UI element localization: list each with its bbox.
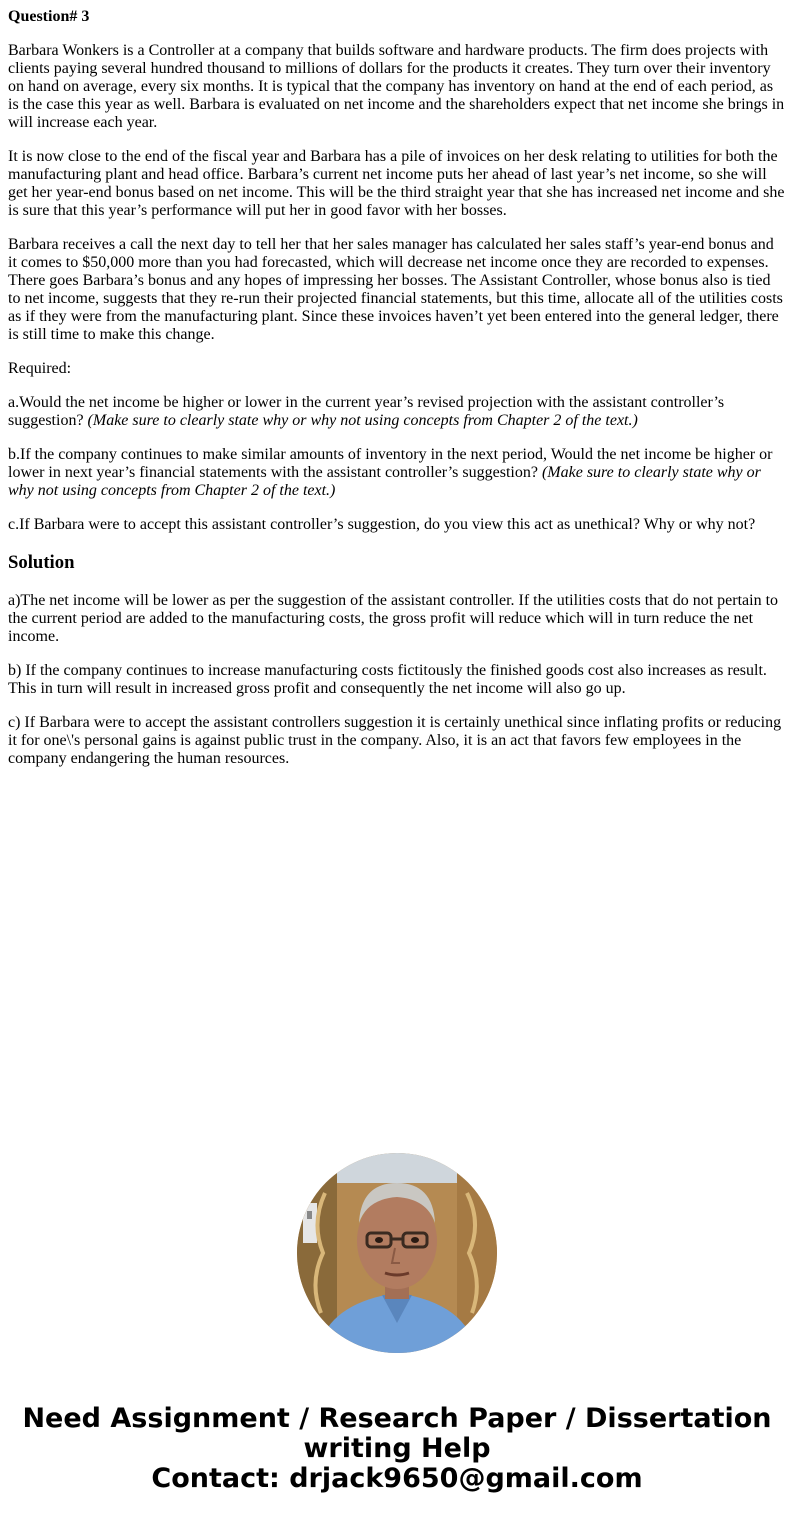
promo-line-1: Need Assignment / Research Paper / Dissertation: [22, 1403, 772, 1434]
part-a-text: a.Would the net income be higher or lower in the current year’s revised projection with the assistant controller’s suggestion?: [8, 394, 725, 429]
question-paragraph-1: Barbara Wonkers is a Controller at a company that builds software and hardware products. The firm does projects with clients paying several hundred thousand to millions of dollars for the products it creates. They turn over their inventory on hand on average, every six months. It is typical that the company has inventory on hand at the end of each period, as is the case this year as well. Barbara is evaluated on net income and the shareholders expect that net income she brings in will increase each year.: [8, 42, 785, 131]
question-part-c: c.If Barbara were to accept this assistant controller’s suggestion, do you view this act as unethical? Why or why not?: [8, 516, 756, 533]
answer-c: c) If Barbara were to accept the assistant controllers suggestion it is certainly unethical since inflating profits or reducing it for one\'s personal gains is against public trust in the company. Also, it is an act that favors few employees in the company endangering the human resources.: [8, 714, 782, 767]
question-part-b: [8, 446, 786, 500]
author-avatar: [297, 1153, 497, 1353]
solution-heading: Solution: [8, 552, 75, 573]
required-label: Required:: [8, 360, 72, 377]
question-title: Question# 3: [8, 8, 90, 25]
promo-banner: [0, 1404, 794, 1494]
document-body: [8, 8, 786, 784]
promo-line-2: writing Help: [303, 1433, 491, 1464]
question-paragraph-3: Barbara receives a call the next day to tell her that her sales manager has calculated her sales staff’s year-end bonus and it comes to $50,000 more than you had forecasted, which will decrease net income once they are recorded to expenses. There goes Barbara’s bonus and any hopes of impressing her bosses. The Assistant Controller, whose bonus also is tied to net income, suggests that they re-run their projected financial statements, but this time, allocate all of the utilities costs as if they were from the manufacturing plant. Since these invoices haven’t yet been entered into the general ledger, there is still time to make this change.: [8, 236, 783, 343]
promo-contact: Contact: drjack9650@gmail.com: [151, 1463, 643, 1494]
question-paragraph-2: It is now close to the end of the fiscal year and Barbara has a pile of invoices on her desk relating to utilities for both the manufacturing plant and head office. Barbara’s current net income puts her ahead of last year’s net income, so she will get her year-end bonus based on net income. This will be the third straight year that she has increased net income and she is sure that this year’s performance will put her in good favor with her bosses.: [8, 148, 785, 219]
question-part-a: [8, 394, 786, 430]
answer-b: b) If the company continues to increase manufacturing costs fictitously the finished goods cost also increases as result. This in turn will result in increased gross profit and consequently the net income will also go up.: [8, 662, 767, 697]
part-a-note: (Make sure to clearly state why or why not using concepts from Chapter 2 of the text.): [87, 412, 638, 429]
answer-a: a)The net income will be lower as per the suggestion of the assistant controller. If the utilities costs that do not pertain to the current period are added to the manufacturing costs, the gross profit will reduce which will in turn reduce the net income.: [8, 592, 779, 645]
part-b-text: b.If the company continues to make similar amounts of inventory in the next period, Would the net income be higher or lower in next year’s financial statements with the assistant controller’s suggestion?: [8, 446, 773, 481]
part-b-note: (Make sure to clearly state why or why not using concepts from Chapter 2 of the text.): [8, 464, 761, 499]
avatar-photo-icon: [297, 1153, 497, 1353]
